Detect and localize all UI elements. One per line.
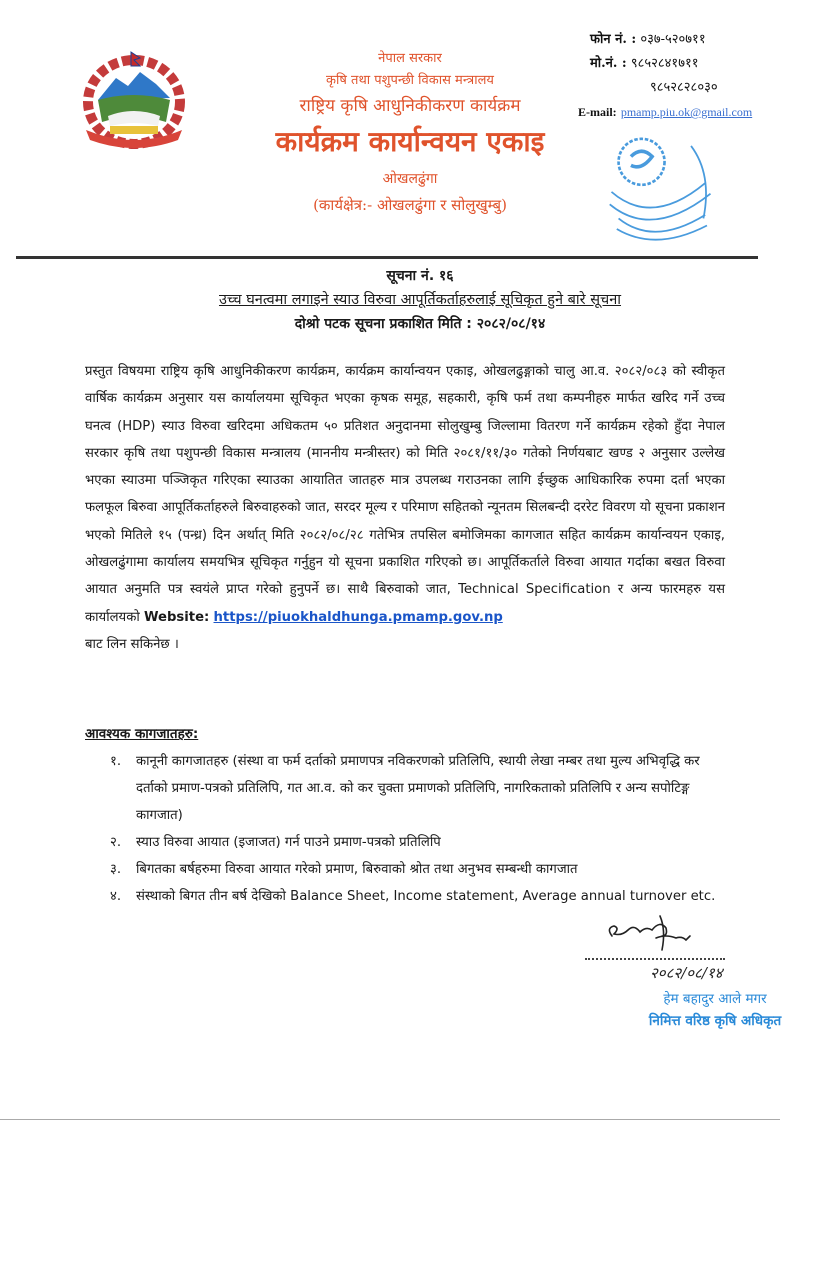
requirement-number: २.	[110, 835, 122, 850]
requirement-text: संस्थाको बिगत तीन बर्ष देखिको Balance Sheet, Income statement, Average annual turnover etc.	[136, 889, 716, 904]
requirement-text: कानूनी कागजातहरु (संस्था वा फर्म दर्ताको प्रमाणपत्र नविकरणको प्रतिलिपि, स्थायी लेखा नम्बर तथा मुल्य अभिवृद्धि कर दर्ताको प्रमाण-पत्रको प्रतिलिपि, गत आ.व. को कर चुक्ता प्रमाणको प्रतिलिपि, नागरिकताको प्रतिलिपि र अन्य सपोटिङ्ग कागजात)	[136, 754, 700, 823]
email-label: E-mail:	[578, 105, 617, 119]
signatory-block	[600, 988, 830, 1032]
requirement-item	[110, 856, 730, 883]
requirement-item	[110, 883, 730, 910]
office-stamp	[596, 130, 726, 252]
body-tail: बाट लिन सकिनेछ ।	[85, 636, 179, 652]
body-text: प्रस्तुत विषयमा राष्ट्रिय कृषि आधुनिकीकरण कार्यक्रम, कार्यक्रम कार्यान्वयन एकाइ, ओखलढुङ्गाको चालु आ.व. २०८२/०८३ को स्वीकृत वार्षिक कार्यक्रम अनुसार यस कार्यालयमा सूचिकृत भएका कृषक समूह, सहकारी, कृषि फर्म तथा कम्पनीहरु मार्फत खरिद गर्ने उच्च घनत्व (HDP) स्याउ विरुवा खरिदमा अधिकतम ५० प्रतिशत अनुदानमा सोलुखुम्बु जिल्लामा वितरण गर्ने कार्यक्रम रहेको हुँदा नेपाल सरकार कृषि तथा पशुपन्छी विकास मन्त्रालय (माननीय मन्त्रीस्तर) को मिति २०८१/११/३० गतेको निर्णयबाट खण्ड २ अनुसार उल्लेख भएका स्याउमा पञ्जिकृत गरिएका स्याउका आयातित जातहरु मात्र उपलब्ध गराउनका लागि ईच्छुक आधिकारिक रुपमा दर्ता भएका फलफूल बिरुवा आपूर्तिकर्ताहरुले बिरुवाहरुको जात, सरदर मूल्य र परिमाण सहितको न्यूनतम सिलबन्दी दररेट विवरण यो सूचना प्रकाशन भएको मितिले १५ (पन्ध्र) दिन अर्थात् मिति २०८२/०८/२८ गतेभित्र तपसिल बमोजिमका कागजात सहित कार्यक्रम कार्यान्वयन एकाइ, ओखलढुंगामा कार्यालय समयभित्र सूचिकृत गर्नुहुन यो सूचना प्रकाशित गरिएको छ। आपूर्तिकर्ताले विरुवा आयात गर्दाका बखत विरुवा आयात अनुमति पत्र स्वयंले प्राप्त गरेको हुनुपर्ने छ। साथै बिरुवाको जात, Technical Specification र अन्य फारमहरु यस कार्यालयको	[85, 364, 725, 625]
mobile-label: मो.नं. :	[590, 56, 627, 71]
letterhead	[230, 48, 590, 218]
notice-title: उच्च घनत्वमा लगाइने स्याउ विरुवा आपूर्तिकर्ताहरुलाई सूचिकृत हुने बारे सूचना	[218, 292, 622, 308]
website-label: Website:	[143, 609, 210, 625]
website-link[interactable]: https://piuokhaldhunga.pmamp.gov.np	[213, 609, 503, 625]
notice-body	[85, 358, 725, 658]
ministry-name: कृषि तथा पशुपन्छी विकास मन्त्रालय	[326, 73, 494, 88]
email-link[interactable]: pmamp.piu.ok@gmail.com	[620, 105, 753, 119]
requirement-text: स्याउ विरुवा आयात (इजाजत) गर्न पाउने प्रमाण-पत्रको प्रतिलिपि	[136, 835, 441, 850]
mobile-number-1: ९८५२८४१७११	[630, 56, 699, 71]
footer-divider	[0, 1119, 780, 1120]
requirement-number: ३.	[110, 862, 122, 877]
mobile-row	[590, 52, 830, 76]
program-name: राष्ट्रिय कृषि आधुनिकीकरण कार्यक्रम	[299, 96, 521, 116]
header-divider	[16, 256, 758, 259]
requirement-item	[110, 829, 730, 856]
signatory-title: निमित्त वरिष्ठ कृषि अधिकृत	[648, 1013, 782, 1029]
requirement-number: १.	[110, 754, 122, 769]
office-location: ओखलढुंगा	[382, 171, 438, 187]
requirement-text: बिगतका बर्षहरुमा विरुवा आयात गरेको प्रमाण, बिरुवाको श्रोत तथा अनुभव सम्बन्धी कागजात	[136, 862, 578, 877]
phone-label: फोन नं. :	[590, 32, 637, 47]
mobile-number-2: ९८५२८२८०३०	[650, 80, 718, 95]
phone-row	[590, 28, 830, 52]
office-jurisdiction: (कार्यक्षेत्र:- ओखलढुंगा र सोलुखुम्बु)	[313, 196, 507, 214]
govt-name: नेपाल सरकार	[378, 51, 442, 66]
requirements-list	[110, 748, 730, 910]
requirement-number: ४.	[110, 889, 122, 904]
requirement-item	[110, 748, 730, 829]
notice-number: सूचना नं. १६	[386, 268, 454, 284]
phone-number: ०३७-५२०७११	[640, 32, 706, 47]
contact-block	[578, 28, 830, 125]
nepal-emblem-logo	[78, 50, 190, 150]
mobile-row-2	[590, 76, 830, 100]
signature-date: २०८२/०८/१४	[650, 964, 723, 982]
notice-date: दोश्रो पटक सूचना प्रकाशित मिति : २०८२/०८/१४	[294, 316, 546, 332]
signature-line	[585, 958, 725, 960]
notice-heading	[100, 264, 740, 336]
email-row	[578, 100, 830, 125]
signatory-name: हेम बहादुर आले मगर	[663, 991, 767, 1007]
office-name: कार्यक्रम कार्यान्वयन एकाइ	[275, 125, 545, 158]
handwritten-signature	[600, 910, 740, 956]
requirements-heading: आवश्यक कागजातहरु:	[85, 726, 199, 742]
